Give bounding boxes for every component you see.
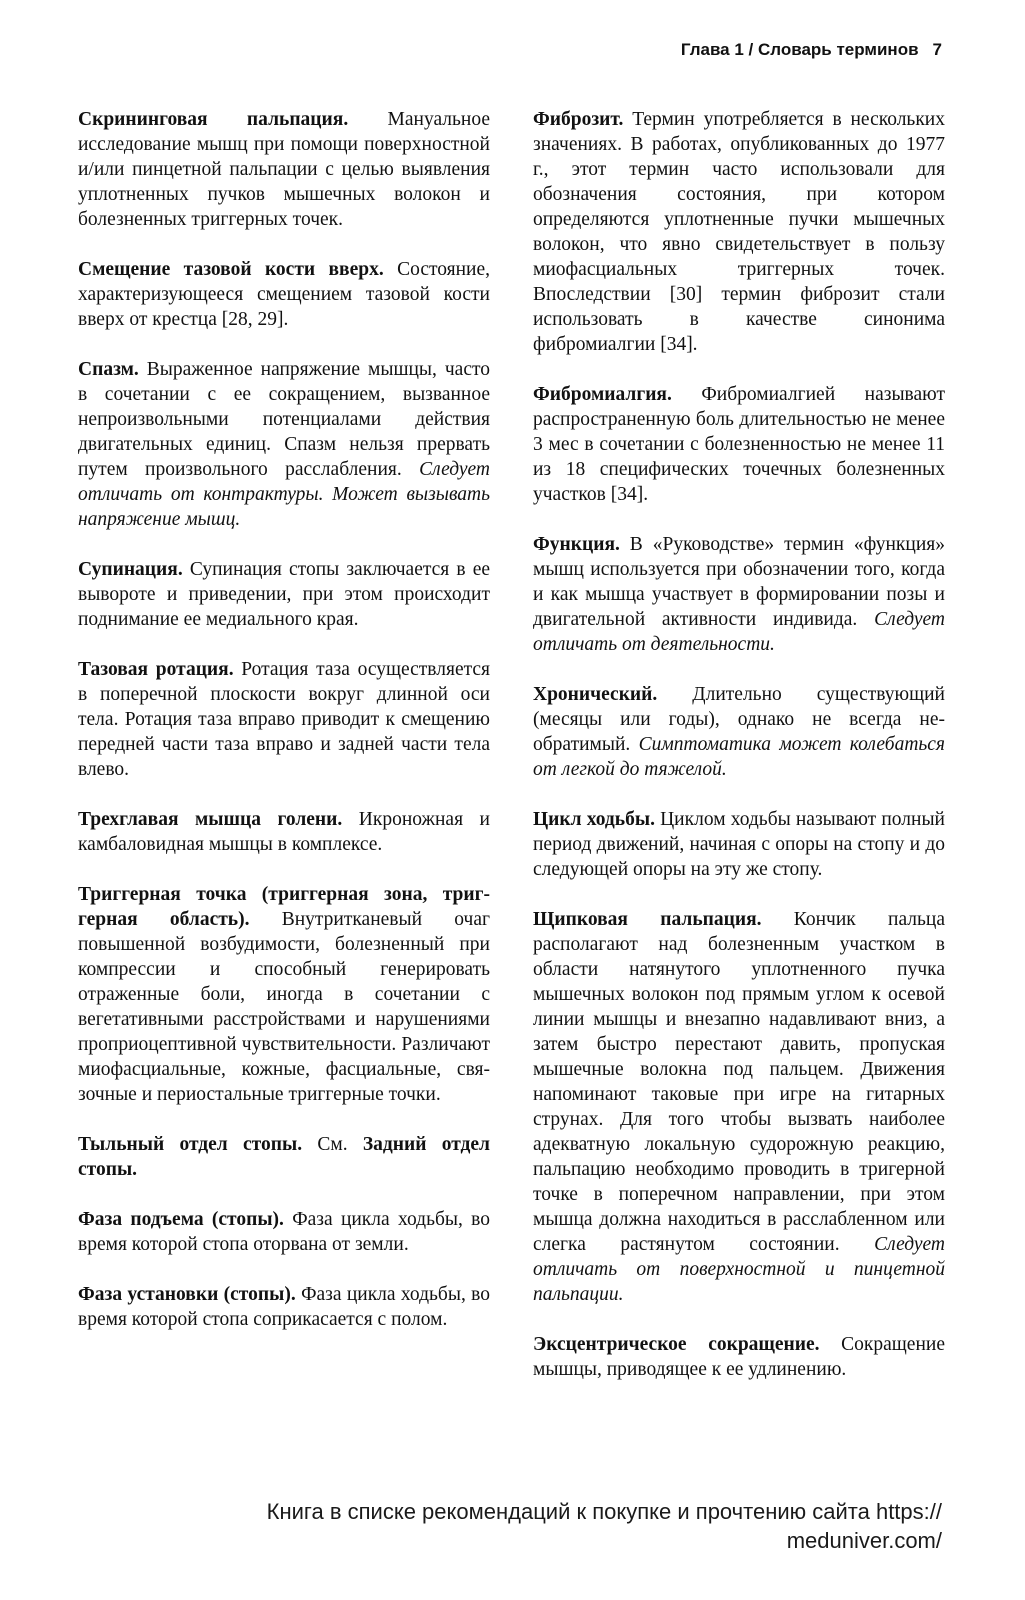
left-column [78,107,490,1332]
entry-term: Функция. [533,534,620,555]
entry-supinatsiya [78,557,490,632]
entry-faza-podema [78,1207,490,1257]
entry-term: Смещение тазовой кости вверх. [78,259,384,280]
entry-tylnyi-otdel [78,1132,490,1182]
entry-text: Ротация таза осуществляется в поперечной плоскости вокруг длинной оси тела. Ротация таза вправо приводит к смещению передней части таза вправо и задней части тела влево. [78,659,490,780]
entry-term: Щипковая пальпация. [533,909,762,930]
page-number: 7 [932,40,942,59]
entry-term: Цикл ходьбы. [533,809,655,830]
entry-term: Фиброзит. [533,109,624,130]
entry-text: Фаза цикла ходьбы, во время которой стопа оторвана от земли. [78,1209,490,1255]
entry-text: Фаза цикла ходьбы, во время которой стопа соприкасается с полом. [78,1284,490,1330]
entry-note: Следует отличать от деятельности. [533,609,945,655]
entry-spazm [78,357,490,532]
entry-text: Супинация стопы заключается в ее вывороте и приведении, при этом происходит поднимание ее медиального края. [78,559,490,630]
entry-tazovaya-rotatsiya [78,657,490,782]
entry-triggernaya-tochka [78,882,490,1107]
running-header [630,40,942,60]
right-column [533,107,945,1382]
cross-reference: Задний отдел стопы. [78,1134,490,1180]
entry-term: Тазовая ротация. [78,659,234,680]
entry-text: Циклом ходьбы называют полный период движений, начиная с опоры на стопу и до следующей опоры на эту же стопу. [533,809,945,880]
entry-text: Термин употребляется в нескольких значениях. В работах, опубликованных до 1977 г., этот термин часто использовали для обозначения состояния, при котором определяются уплотненные пучки мышечных волокон, что явно свидетельствует в пользу миофасциальных триггерных точек. Впоследствии [30] термин фиброзит стали использовать в качестве синонима фибромиалгии [34]. [533,109,945,355]
entry-ekstsentricheskoe [533,1332,945,1382]
footer-line-1: Книга в списке рекомендаций к покупке и прочтению сайта https:// [266,1499,942,1524]
entry-smeshchenie [78,257,490,332]
running-title: Глава 1 / Словарь терминов [680,40,919,59]
entry-tsikl-khodby [533,807,945,882]
entry-note: Следует отличать от контрактуры. Может вызывать напряжение мышц. [78,459,490,530]
footer-line-2: meduniver.com/ [786,1528,942,1553]
entry-term: Триггерная точка (триггерная зона, триггерная область). [78,884,490,930]
entry-text: В «Руководстве» термин «функция» мышц используется при обозначении того, когда и как мышца участвует в формировании позы и двигательной активности индивида. [533,534,945,630]
entry-funktsiya [533,532,945,657]
entry-term: Хронический. [533,684,658,705]
entry-term: Фаза установки (стопы). [78,1284,296,1305]
entry-khronicheskii [533,682,945,782]
entry-term: Скрининговая пальпация. [78,109,349,130]
entry-term: Тыльный отдел стопы. [78,1134,303,1155]
entry-term: Супинация. [78,559,183,580]
entry-shchipkovaya-palpatsiya [533,907,945,1307]
entry-term: Эксцентрическое сокращение. [533,1334,820,1355]
entry-text: Выраженное напряжение мышцы, часто в сочетании с ее сокращением, вызванное непроизвольными потенциалами действия двигательных единиц. Спазм нельзя прервать путем произвольного расслабления. [78,359,490,480]
entry-note: Следует отличать от поверхностной и пинцетной пальпации. [533,1234,945,1305]
entry-text: Сокращение мышцы, приводящее к ее удлинению. [533,1334,945,1380]
entry-note: Симптоматика может колебаться от легкой до тяжелой. [533,734,945,780]
entry-skrining [78,107,490,232]
entry-trekhglavaya [78,807,490,857]
entry-faza-ustanovki [78,1282,490,1332]
entry-fibromialgiya [533,382,945,507]
entry-text: Фибромиалгией называют распространенную боль длительностью не менее 3 мес в сочетании с болезненностью не менее 11 из 18 специфических точечных болезненных участков [34]. [533,384,945,505]
entry-term: Фибромиалгия. [533,384,672,405]
entry-term: Спазм. [78,359,139,380]
entry-term: Фаза подъема (стопы). [78,1209,284,1230]
entry-text: Длительно существующий (месяцы или годы), однако не всегда необратимый. [533,684,945,755]
site-footer-notice [100,1497,942,1555]
entry-text: Икроножная и камбаловидная мышцы в комплексе. [78,809,490,855]
entry-term: Трехглавая мышца голени. [78,809,343,830]
entry-text: Состояние, характеризующееся смещением тазовой кости вверх от крестца [28, 29]. [78,259,490,330]
entry-text: Внутритканевый очаг повышенной возбудимости, болезненный при компрессии и способный генерировать отраженные боли, иногда в сочетании с вегетативными расстройствами и нарушениями проприоцептивной чувствительности. Различают миофасциальные, кожные, фасциальные, связочные и периостальные триггерные точки. [78,909,490,1105]
entry-text: Кончик пальца располагают над болезненным участком в области натянутого уплотненного пучка мышечных волокон под прямым углом к осевой линии мышцы и внезапно надавливают вниз, а затем быстро перестают давить, пропуская мышечные волокна под пальцем. Движения напоминают таковые при игре на гитарных струнах. Для того чтобы вызвать наиболее адекватную локальную судорожную реакцию, пальпацию необходимо проводить в тригерной точке в поперечном направлении, при этом мышца должна находиться в расслабленном или слегка растянутом состоянии. [533,909,945,1255]
entry-fibrozit [533,107,945,357]
entry-text: Мануальное исследование мышц при помощи поверхностной и/или пинцетной пальпации с целью выявления уплотненных пучков мышечных волокон и болезненных триггерных точек. [78,109,490,230]
entry-text: См. [302,1134,363,1155]
